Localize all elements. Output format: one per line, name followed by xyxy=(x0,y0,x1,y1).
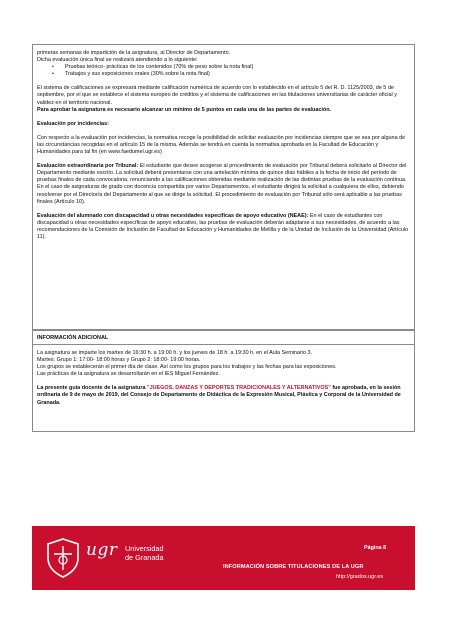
university-emblem-icon xyxy=(44,536,82,580)
ugr-logo-text: ugr xyxy=(86,540,118,560)
paragraph-extraordinary xyxy=(37,163,410,206)
page-number: Página 8 xyxy=(364,545,387,551)
page-footer xyxy=(0,526,450,636)
university-name-line: de Granada xyxy=(125,553,164,562)
approval-text: La presente guía docente de la asignatura xyxy=(37,385,147,392)
university-name-line: Universidad xyxy=(125,544,164,553)
evaluation-section xyxy=(32,44,415,330)
paragraph: La asignatura se imparte los martes de 16:30 h. a 19:00 h. y los jueves de 18 h. a 19:30 h. en el Aula Seminario 3. xyxy=(37,350,313,356)
paragraph-text: En el caso de estudiantes con discapacidad u otras necesidades específicas de apoyo educativo, las pruebas de evaluación deberán adaptarse a sus necesidades, de acuerdo a las recomendaciones de la Comisión de Inclusión de Facultad de Educación y Humanidades de Melilla y de la Unidad de Inclusión de la Universidad (Artículo 11). xyxy=(37,212,409,240)
footer-url-link[interactable]: http://grados.ugr.es xyxy=(336,574,384,580)
list-item: • Pruebas teórico- prácticas de los contenidos (70% de peso sobre la nota final) xyxy=(65,64,410,71)
paragraph: Los grupos se establecerán el primer día de clase. Así como los grupos para los trabajos y las fechas para las exposiciones. xyxy=(37,364,337,371)
course-title: "JUEGOS, DANZAS Y DEPORTES TRADICIONALES Y ALTERNATIVOS" xyxy=(147,385,331,392)
paragraph: El sistema de calificaciones se expresará mediante calificación numérica de acuerdo con lo establecido en el artículo 5 del R. D. 1125/2003, de 5 de septiembre, por el que se establece el sistema europeo de créditos y el sistema de calificaciones en las titulaciones universitarias de carácter oficial y validez en el territorio nacional. xyxy=(37,85,397,106)
heading-incidences: Evaluación por incidencias: xyxy=(37,120,109,127)
footer-info-title: INFORMACIÓN SOBRE TITULACIONES DE LA UGR xyxy=(223,564,364,570)
paragraph: Con respecto a la evaluación por incidencias, la normativa recoge la posibilidad de solicitar evaluación por incidencias siempre que se sea por alguna de las circunstancias recogidas en el artículo 15 de la misma. Además se tendrá en cuenta la normativa aprobada en la Facultad de Educación y Humanidades para tal fin (en www.faedumel.ugr.es) xyxy=(37,134,406,156)
paragraph: primeras semanas de impartición de la asignatura, al Director de Departamento. xyxy=(37,50,231,56)
approval-text: fue aprobada, en la sesión ordinaria de 9 de mayo de 2019, del Consejo de Departamento de Didáctica de la Expresión Musical, Plástica y Corporal de la Universidad de Granada. xyxy=(37,385,401,406)
paragraph: Martes: Grupo 1: 17:00- 18:00 horas y Grupo 2: 18:00- 19:00 horas. xyxy=(37,357,201,364)
evaluation-criteria-list xyxy=(37,64,410,78)
paragraph-text: El estudiante que desee acogerse al procedimiento de evaluación por Tribunal deberá solicitarlo al Director del Departamento mediante escrito. La solicitud deberá presentarse con una antelación mínima de quince días hábiles a la fecha de inicio del período de pruebas finales de cada convocatoria, renunciando a las calificaciones obtenidas mediante realización de las distintas pruebas de la evaluación continua. En el caso de asignaturas de grado con docencia compartida por varios Departamentos, el estudiante dirigirá la solicitud a cualquiera de ellos, debiendo resolverse por el Director/a del Departamento al que se dirige la solicitud. El procedimiento de evaluación por Tribunal sólo será aplicable a las pruebas finales (Artículo 10). xyxy=(37,163,407,205)
university-name xyxy=(125,544,164,562)
section-title: INFORMACIÓN ADICIONAL xyxy=(33,331,414,345)
paragraph-disability xyxy=(37,213,410,241)
list-item: • Trabajos y sus exposiciones orales (30% sobre la nota final) xyxy=(65,71,410,78)
approval-paragraph xyxy=(37,385,410,406)
heading-extraordinary: Evaluación extraordinaria por Tribunal: xyxy=(37,163,139,170)
paragraph: Dicha evaluación única final se realizará atendiendo a lo siguiente: xyxy=(37,57,198,64)
paragraph-bold: Para aprobar la asignatura es necesario alcanzar un mínimo de 5 puntos en cada una de las partes de evaluación. xyxy=(37,106,332,113)
paragraph: Las prácticas de la asignatura se desarrollarán en el IES Miguel Fernández. xyxy=(37,371,220,378)
additional-info-section xyxy=(32,330,415,432)
heading-disability: Evaluación del alumnado con discapacidad u otras necesidades específicas de apoyo educativo (NEAE): xyxy=(37,212,309,219)
